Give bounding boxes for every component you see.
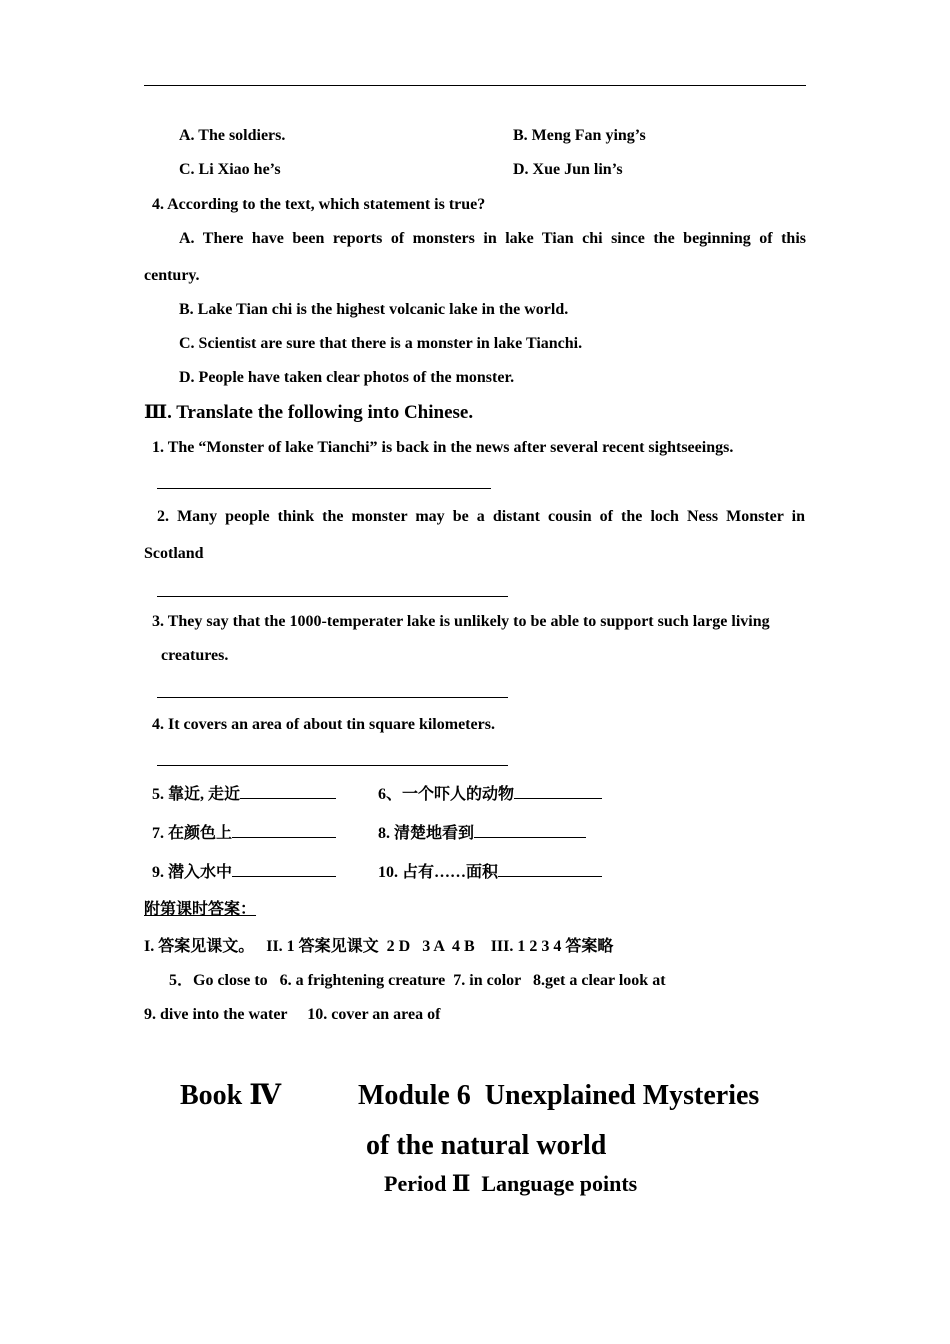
answers-line-1: I. 答案见课文。 II. 1 答案见课文 2 D 3 A 4 B III. 1 2 3 4 答案略 bbox=[144, 938, 614, 955]
phrase-6 bbox=[378, 783, 602, 805]
q4-option-c: C. Scientist are sure that there is a monster in lake Tianchi. bbox=[179, 335, 583, 352]
answer-line-4[interactable] bbox=[157, 765, 508, 766]
phrase-8-text: 8. 清楚地看到 bbox=[378, 825, 475, 842]
phrase-6-text: 6、一个吓人的动物 bbox=[378, 786, 515, 803]
header-rule bbox=[144, 85, 806, 86]
q3-option-b: B. Meng Fan ying’s bbox=[513, 127, 646, 144]
phrase-7-text: 7. 在颜色上 bbox=[152, 825, 233, 842]
sentence-4: 4. It covers an area of about tin square kilometers. bbox=[152, 716, 495, 733]
phrase-7 bbox=[152, 822, 336, 844]
q4-option-b: B. Lake Tian chi is the highest volcanic lake in the world. bbox=[179, 301, 569, 318]
answer-line-1[interactable] bbox=[157, 488, 491, 489]
phrase-6-blank[interactable] bbox=[514, 783, 602, 799]
answers-line-2: 5．Go close to 6. a frightening creature 7. in color 8.get a clear look at bbox=[169, 972, 666, 989]
phrase-10-blank[interactable] bbox=[498, 861, 602, 877]
answer-line-3[interactable] bbox=[157, 697, 508, 698]
phrase-7-blank[interactable] bbox=[232, 822, 336, 838]
phrase-5 bbox=[152, 783, 336, 805]
answer-line-2[interactable] bbox=[157, 596, 508, 597]
phrase-5-text: 5. 靠近, 走近 bbox=[152, 786, 241, 803]
module-title: Module 6 Unexplained Mysteries bbox=[358, 1080, 760, 1111]
module-title-cont: of the natural world bbox=[366, 1130, 607, 1161]
phrase-8-blank[interactable] bbox=[474, 822, 586, 838]
phrase-10 bbox=[378, 861, 602, 883]
sentence-2: 2. Many people think the monster may be a distant cousin of the loch Ness Monster in bbox=[157, 508, 805, 525]
q4-option-d: D. People have taken clear photos of the monster. bbox=[179, 369, 515, 386]
phrase-9-blank[interactable] bbox=[232, 861, 336, 877]
sentence-3: 3. They say that the 1000-temperater lake is unlikely to be able to support such large living bbox=[152, 613, 770, 630]
book-label: Book Ⅳ bbox=[180, 1080, 282, 1111]
sentence-3-cont: creatures. bbox=[161, 647, 229, 664]
sentence-1: 1. The “Monster of lake Tianchi” is back in the news after several recent sightseeings. bbox=[152, 439, 734, 456]
q4-option-a-cont: century. bbox=[144, 267, 200, 284]
period-title: Period Ⅱ Language points bbox=[384, 1171, 638, 1196]
answers-heading: 附第课时答案： bbox=[144, 901, 257, 918]
phrase-9 bbox=[152, 861, 336, 883]
q4-stem: 4. According to the text, which statement is true? bbox=[152, 196, 486, 213]
q4-option-a: A. There have been reports of monsters in lake Tian chi since the beginning of this bbox=[179, 230, 806, 247]
sentence-2-cont: Scotland bbox=[144, 545, 204, 562]
phrase-8 bbox=[378, 822, 586, 844]
phrase-10-text: 10. 占有……面积 bbox=[378, 864, 499, 881]
q3-option-d: D. Xue Jun lin’s bbox=[513, 161, 623, 178]
section3-heading: Ⅲ. Translate the following into Chinese. bbox=[144, 402, 474, 423]
phrase-9-text: 9. 潜入水中 bbox=[152, 864, 233, 881]
q3-option-c: C. Li Xiao he’s bbox=[179, 161, 281, 178]
q3-option-a: A. The soldiers. bbox=[179, 127, 286, 144]
phrase-5-blank[interactable] bbox=[240, 783, 336, 799]
answers-line-3: 9. dive into the water 10. cover an area of bbox=[144, 1006, 441, 1023]
